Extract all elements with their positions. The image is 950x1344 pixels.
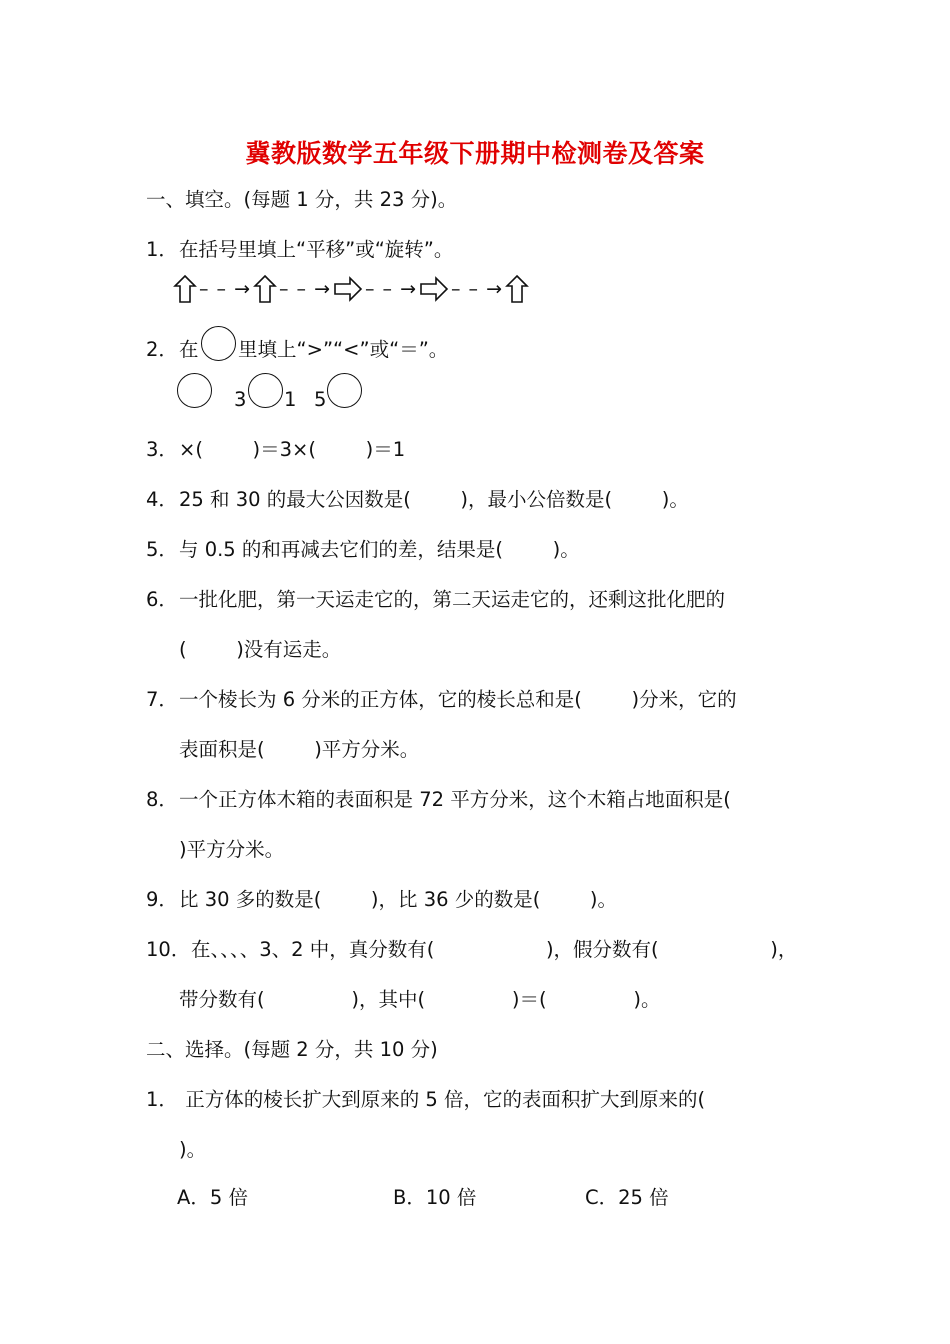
up-arrow-icon [505, 274, 529, 304]
q1-text: 在括号里填上“平移”或“旋转”。 [179, 238, 454, 261]
q8-line2: )平方分米。 [179, 838, 285, 861]
arrow-connector-3: – – → [365, 278, 417, 300]
section1-heading: 一、填空。(每题 1 分，共 23 分)。 [146, 188, 458, 211]
q10-number: 10． [146, 938, 191, 961]
q9-text: 比 30 多的数是( )，比 36 少的数是( )。 [179, 888, 618, 911]
right-arrow-icon [333, 276, 363, 302]
document-title: 冀教版数学五年级下册期中检测卷及答案 [245, 139, 705, 168]
q5-number: 5． [146, 538, 178, 561]
q7-line2: 表面积是( )平方分米。 [179, 738, 420, 761]
q5-text: 与 0.5 的和再减去它们的差，结果是( )。 [179, 538, 580, 561]
q3-number: 3． [146, 438, 178, 461]
q4-text: 25 和 30 的最大公因数是( )，最小公倍数是( )。 [179, 488, 689, 511]
q2-text-before: 在 [179, 338, 199, 361]
q6-line1: 一批化肥，第一天运走它的，第二天运走它的，还剩这批化肥的 [179, 588, 726, 611]
arrow-connector-4: – – → [451, 278, 503, 300]
section2-heading: 二、选择。(每题 2 分，共 10 分) [146, 1038, 438, 1061]
q2-text-after: 里填上“>”“<”或“＝”。 [238, 338, 449, 361]
compare-circle-icon [248, 373, 283, 408]
q7-number: 7． [146, 688, 178, 711]
q2-value-1: 1 [284, 388, 297, 411]
q2-value-5: 5 [314, 388, 327, 411]
transform-sequence [173, 272, 529, 306]
q2-number: 2． [146, 338, 178, 361]
up-arrow-icon [173, 274, 197, 304]
right-arrow-icon [419, 276, 449, 302]
compare-circle-icon [327, 373, 362, 408]
q6-number: 6． [146, 588, 178, 611]
s2-q1-line1: 正方体的棱长扩大到原来的 5 倍，它的表面积扩大到原来的( [179, 1088, 706, 1111]
q1-number: 1． [146, 238, 178, 261]
option-a: A．5 倍 [177, 1186, 248, 1209]
s2-q1-number: 1． [146, 1088, 178, 1111]
compare-circle-icon [177, 373, 212, 408]
q10-line2: 带分数有( )，其中( )＝( )。 [179, 988, 661, 1011]
up-arrow-icon [253, 274, 277, 304]
q7-line1: 一个棱长为 6 分米的正方体，它的棱长总和是( )分米，它的 [179, 688, 737, 711]
arrow-connector-2: – – → [279, 278, 331, 300]
option-b: B．10 倍 [393, 1186, 477, 1209]
compare-circle-icon [201, 326, 236, 361]
q3-text: ×( )＝3×( )＝1 [179, 438, 406, 461]
s2-q1-line2: )。 [179, 1138, 207, 1161]
q10-line1: 在、、、、3、2 中，真分数有( )，假分数有( )， [191, 938, 798, 961]
q9-number: 9． [146, 888, 178, 911]
q6-line2: ( )没有运走。 [179, 638, 342, 661]
q4-number: 4． [146, 488, 178, 511]
q2-value-3: 3 [234, 388, 247, 411]
q8-number: 8． [146, 788, 178, 811]
option-c: C．25 倍 [585, 1186, 669, 1209]
q8-line1: 一个正方体木箱的表面积是 72 平方分米，这个木箱占地面积是( [179, 788, 731, 811]
arrow-connector-1: – – → [199, 278, 251, 300]
